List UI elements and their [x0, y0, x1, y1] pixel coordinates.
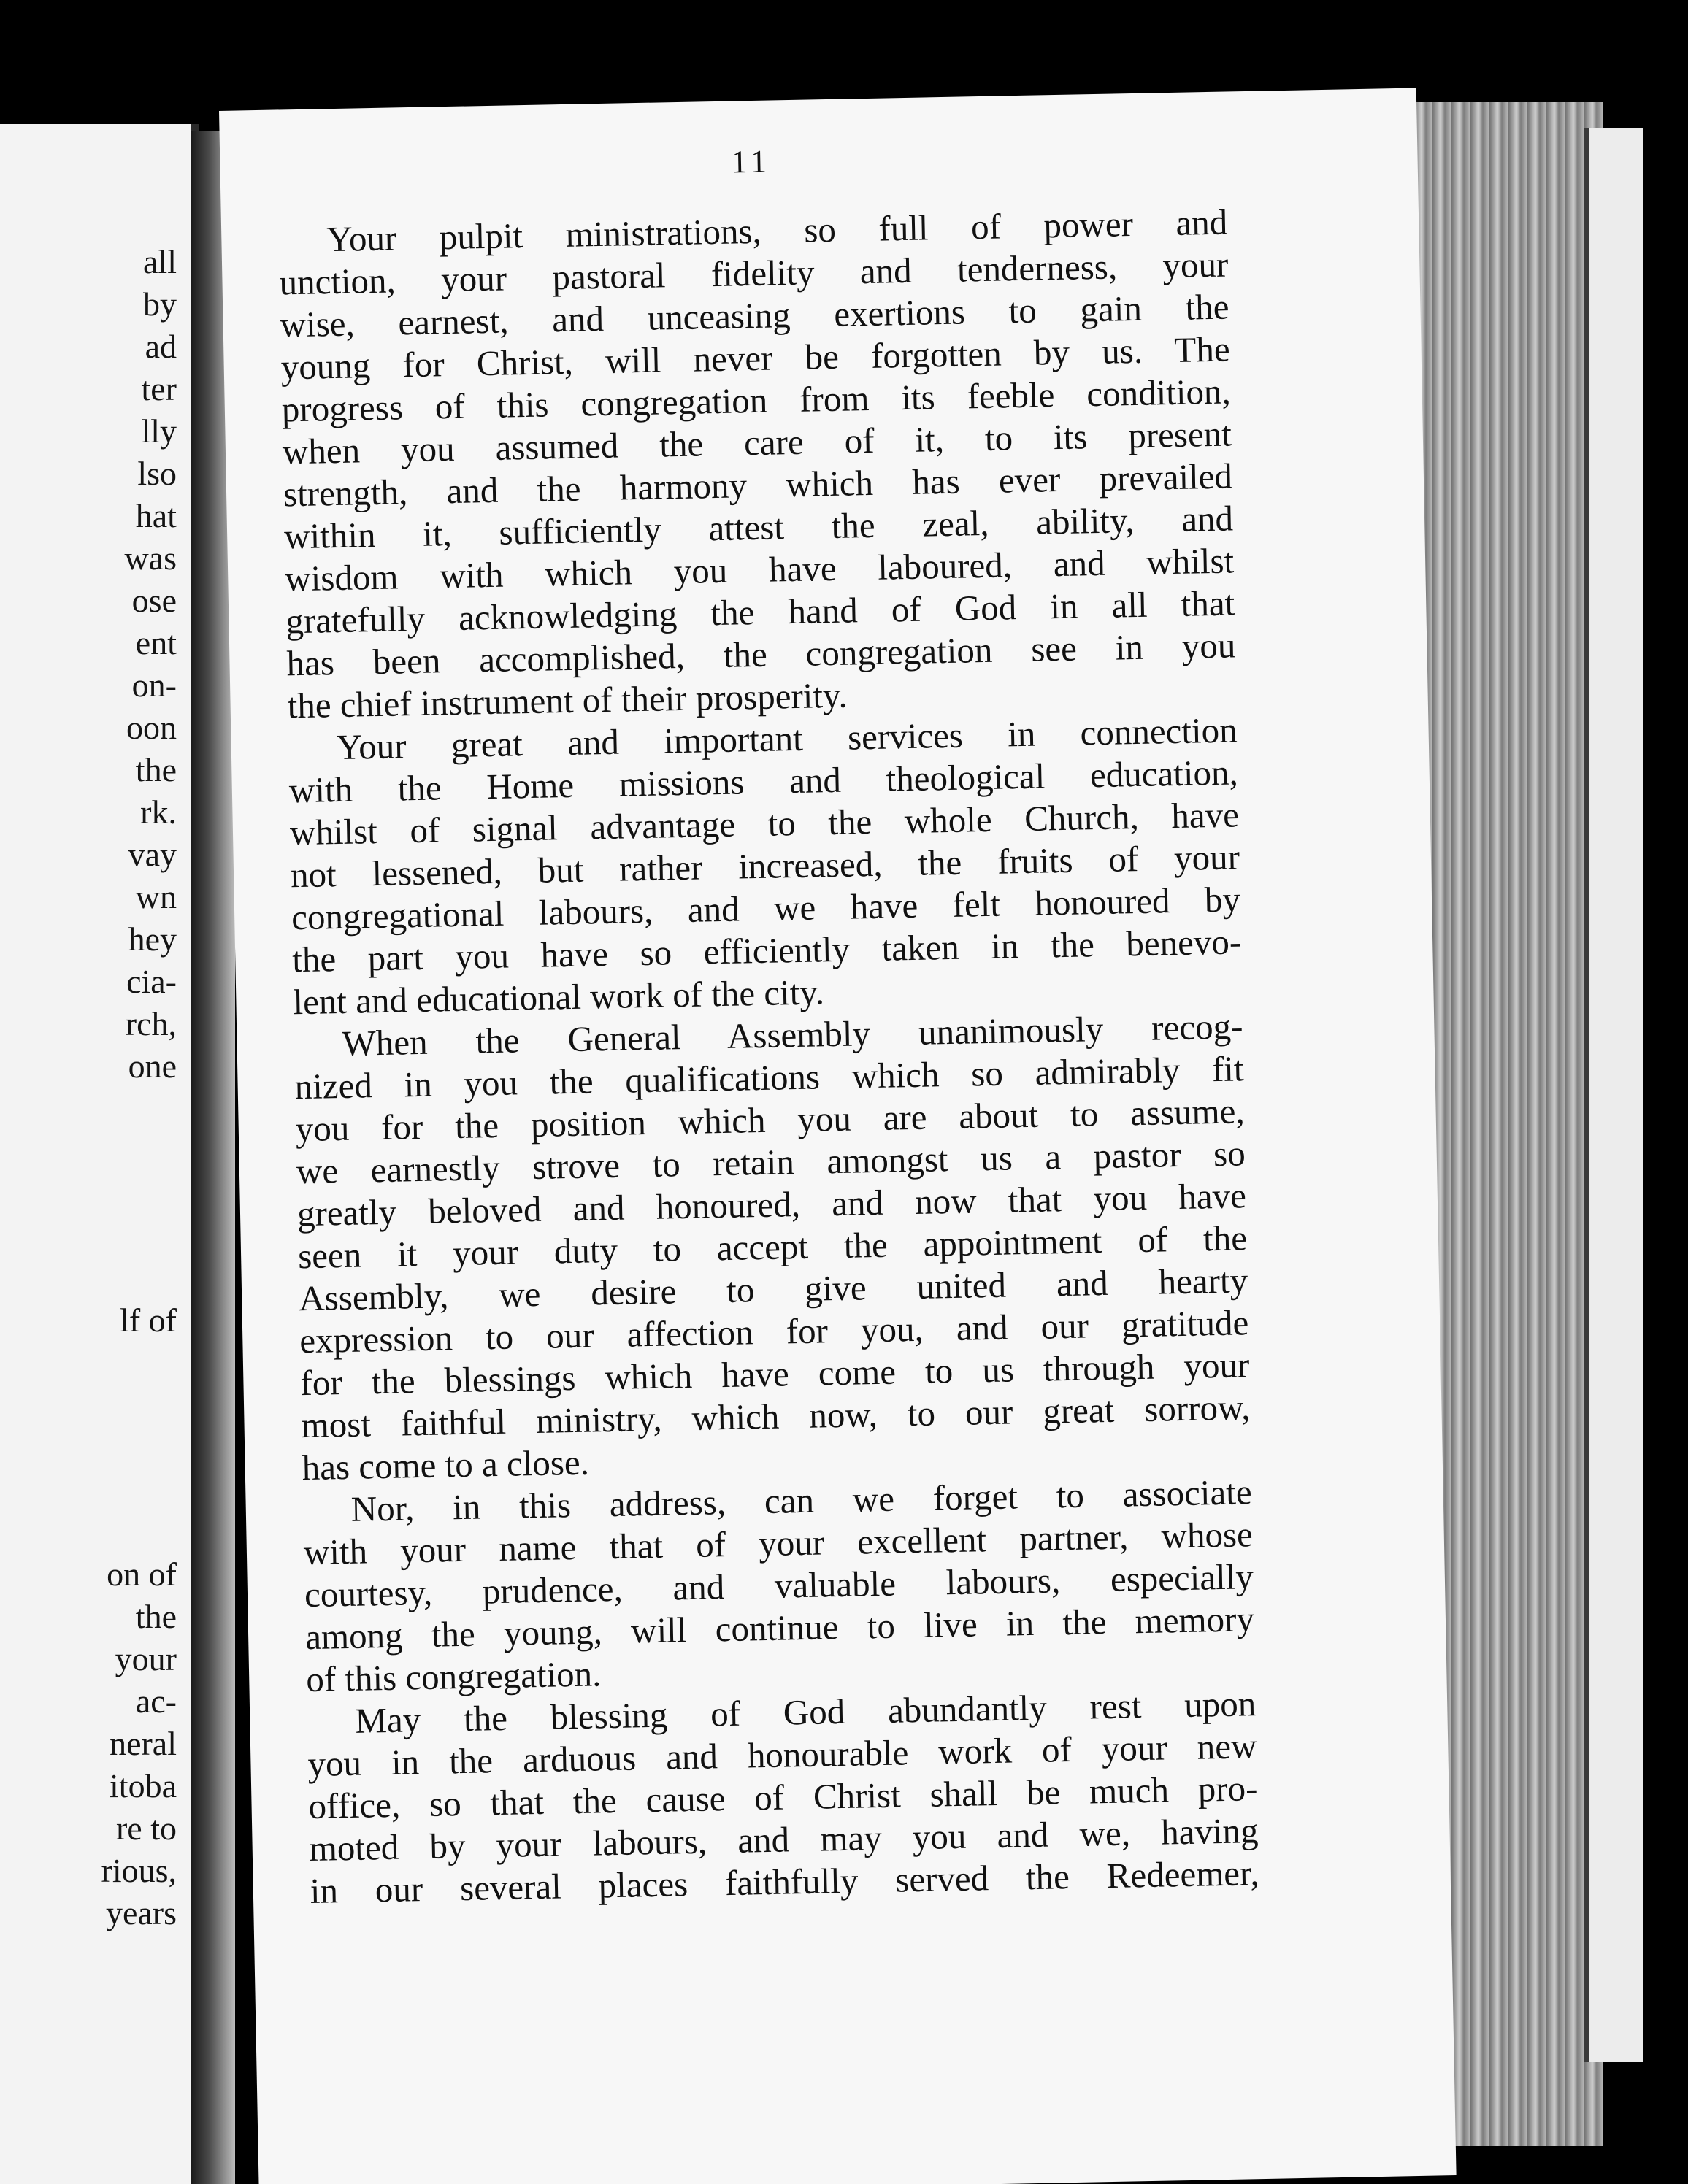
left-page-line-fragment: ad	[145, 328, 177, 365]
text-line: with the Home missions and theological education,	[288, 752, 1239, 811]
text-line: whilst of signal advantage to the whole Church, have	[289, 794, 1240, 853]
left-page-line-fragment: rk.	[140, 793, 177, 831]
book-page	[219, 88, 1457, 2184]
left-page-blank-line	[0, 1257, 184, 1299]
left-page-blank-line	[0, 1088, 184, 1130]
left-page-line-fragment: on of	[107, 1556, 177, 1593]
left-page-line-fragment: neral	[110, 1725, 177, 1762]
text-line: the part you have so efficiently taken in the benevo-	[291, 921, 1242, 980]
text-line: May the blessing of God abundantly rest upon	[354, 1683, 1257, 1741]
text-line: unction, your pastoral fidelity and tenderness, your	[278, 244, 1229, 303]
left-page-line-fragment: lly	[141, 412, 177, 450]
left-page-blank-line	[0, 1130, 184, 1172]
text-line: expression to our affection for you, and our gratitude	[299, 1302, 1249, 1361]
left-page-line-fragment: your	[115, 1640, 177, 1677]
left-page-line-fragment: the	[135, 751, 177, 788]
left-page-line-fragment: oon	[126, 709, 177, 746]
left-page-blank-line	[0, 1384, 184, 1426]
text-line: Assembly, we desire to give united and hearty	[298, 1260, 1248, 1319]
text-line: we earnestly strove to retain amongst us a pastor so	[296, 1133, 1246, 1192]
left-page-line-fragment: ent	[135, 624, 177, 661]
text-line: gratefully acknowledging the hand of God in all that	[285, 582, 1235, 642]
text-line: for the blessings which have come to us through your	[299, 1345, 1250, 1404]
left-page-blank-line	[0, 1342, 184, 1384]
left-page-line-fragment: hey	[128, 920, 177, 958]
text-line: Nor, in this address, can we forget to associate	[350, 1472, 1253, 1529]
left-page-blank-line	[0, 1215, 184, 1257]
text-line: When the General Assembly unanimously recog-	[342, 1006, 1243, 1064]
left-page-line-fragment: itoba	[110, 1767, 177, 1804]
left-facing-page	[0, 124, 199, 2184]
left-page-line-fragment: rious,	[101, 1852, 177, 1889]
left-page-line-fragment: wn	[135, 878, 177, 915]
text-line: Your pulpit ministrations, so full of power and	[326, 201, 1228, 260]
page-body-text	[278, 201, 1259, 1913]
text-line: young for Christ, will never be forgotten by us. The	[280, 328, 1231, 388]
left-page-blank-line	[0, 1469, 184, 1511]
text-line: you for the position which you are about to assume,	[295, 1091, 1246, 1150]
text-line: seen it your duty to accept the appointment of the	[297, 1218, 1248, 1277]
text-line: greatly beloved and honoured, and now that you have	[296, 1175, 1247, 1234]
left-page-line-fragment: was	[124, 539, 177, 577]
text-line: has come to a close.	[302, 1442, 590, 1488]
left-page-line-fragment: ac-	[135, 1683, 177, 1720]
left-page-blank-line	[0, 1426, 184, 1469]
left-page-line-fragment: rch,	[125, 1005, 177, 1042]
text-line: Your great and important services in connection	[336, 710, 1238, 768]
left-page-line-fragment: ter	[141, 370, 177, 407]
left-page-line-fragment: cia-	[126, 963, 177, 1000]
left-page-blank-line	[0, 1511, 184, 1553]
left-page-line-fragment: lso	[137, 455, 177, 492]
text-line: with your name that of your excellent partner, whose	[303, 1514, 1254, 1573]
left-page-line-fragment: by	[143, 285, 177, 323]
left-page-line-fragment: all	[143, 243, 177, 280]
text-line: the chief instrument of their prosperity.	[287, 674, 848, 726]
left-page-line-fragment: vay	[128, 836, 177, 873]
left-page-line-fragment: re to	[115, 1810, 177, 1847]
text-line: nized in you the qualifications which so admirably fit	[294, 1048, 1244, 1107]
text-line: when you assumed the care of it, to its present	[282, 413, 1232, 472]
text-line: lent and educational work of the city.	[292, 972, 825, 1023]
text-line: strength, and the harmony which has ever prevailed	[283, 455, 1233, 515]
text-line: wisdom with which you have laboured, and whilst	[284, 540, 1235, 599]
text-line: has been accomplished, the congregation see in you	[286, 625, 1236, 684]
back-cover-edge	[1584, 128, 1643, 2062]
text-line: most faithful ministry, which now, to our great sorrow,	[301, 1387, 1251, 1446]
text-line: not lessened, but rather increased, the fruits of your	[290, 837, 1240, 896]
left-page-line-fragment: ose	[131, 582, 177, 619]
page-number: 11	[731, 143, 772, 180]
left-page-text	[0, 241, 184, 1934]
text-line: in our several places faithfully served the Redeemer,	[310, 1853, 1260, 1912]
left-page-line-fragment: lf of	[120, 1301, 177, 1339]
text-line: moted by your labours, and may you and we, having	[309, 1810, 1259, 1869]
left-page-blank-line	[0, 1172, 184, 1215]
left-page-line-fragment: one	[128, 1047, 177, 1085]
left-page-line-fragment: years	[105, 1894, 177, 1931]
text-line: you in the arduous and honourable work of your new	[307, 1726, 1257, 1785]
text-line: congregational labours, and we have felt honoured by	[291, 879, 1241, 938]
text-line: office, so that the cause of Christ shall be much pro-	[308, 1768, 1258, 1827]
text-line: wise, earnest, and unceasing exertions to gain the	[280, 286, 1229, 345]
text-line: within it, sufficiently attest the zeal, ability, and	[283, 498, 1234, 557]
left-page-line-fragment: on-	[131, 666, 177, 704]
left-page-line-fragment: hat	[135, 497, 177, 534]
left-page-line-fragment: the	[135, 1598, 177, 1635]
text-line: courtesy, prudence, and valuable labours, especially	[304, 1556, 1254, 1615]
text-line: of this congregation.	[305, 1653, 602, 1700]
text-line: among the young, will continue to live in the memory	[304, 1599, 1255, 1658]
text-line: progress of this congregation from its feeble condition,	[281, 371, 1232, 430]
